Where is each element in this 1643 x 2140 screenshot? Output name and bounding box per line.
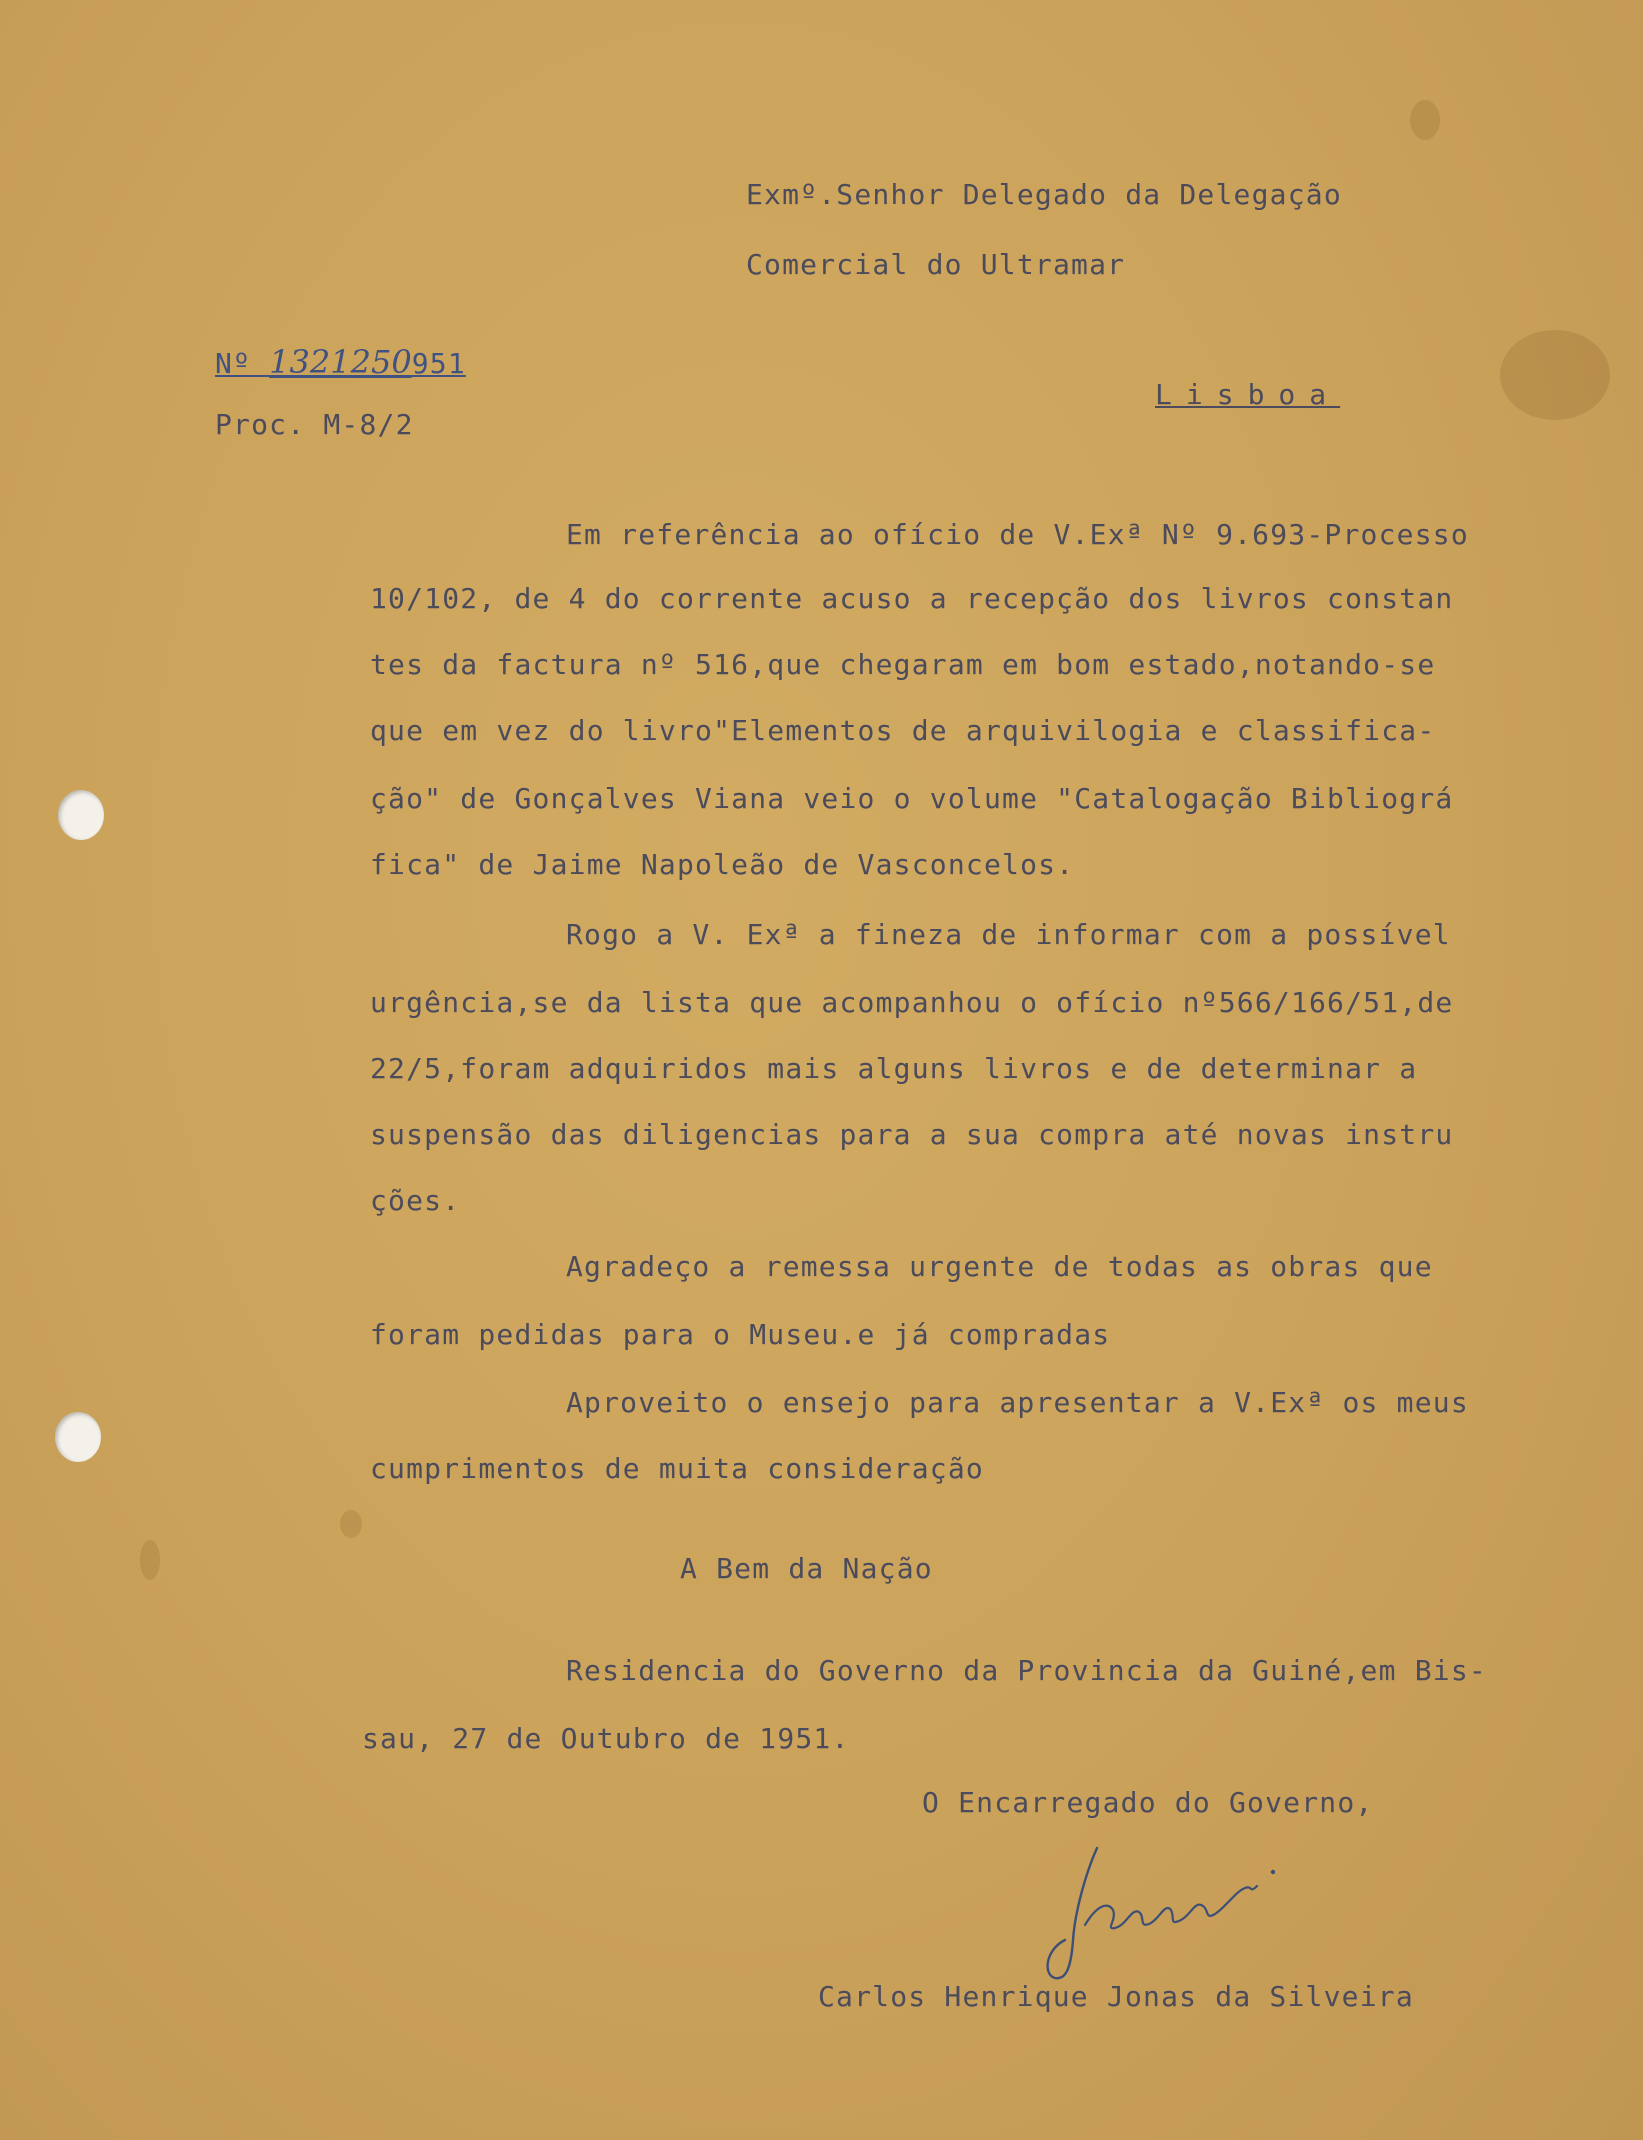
p1-line-1: Em referência ao ofício de V.Exª Nº 9.693-Processo (566, 518, 1469, 551)
salutation: A Bem da Nação (680, 1552, 933, 1585)
punch-hole (55, 1412, 101, 1462)
addressee-line-2: Comercial do Ultramar (746, 248, 1126, 281)
p3-line-1: Agradeço a remessa urgente de todas as obras que (566, 1250, 1433, 1283)
p2-line-4: suspensão das diligencias para a sua compra até novas instru (370, 1118, 1454, 1151)
punch-hole (58, 790, 104, 840)
city: Lisboa (1155, 378, 1341, 411)
signer-name: Carlos Henrique Jonas da Silveira (818, 1980, 1414, 2013)
p3-line-2: foram pedidas para o Museu.e já compradas (370, 1318, 1111, 1351)
process-number: Proc. M-8/2 (215, 408, 414, 441)
p2-line-2: urgência,se da lista que acompanhou o ofício nº566/166/51,de (370, 986, 1454, 1019)
p1-line-3: tes da factura nº 516,que chegaram em bom estado,notando-se (370, 648, 1436, 681)
p4-line-1: Aproveito o ensejo para apresentar a V.Exª os meus (566, 1386, 1469, 1419)
p1-line-5: ção" de Gonçalves Viana veio o volume "Catalogação Bibliográ (370, 782, 1454, 815)
p1-line-4: que em vez do livro"Elementos de arquivilogia e classifica- (370, 714, 1436, 747)
p2-line-5: ções. (370, 1184, 461, 1217)
addressee-line-1: Exmº.Senhor Delegado da Delegação (746, 178, 1342, 211)
place-date-line-1: Residencia do Governo da Provincia da Guiné,em Bis- (566, 1654, 1487, 1687)
p1-line-2: 10/102, de 4 do corrente acuso a recepção dos livros constan (370, 582, 1454, 615)
reference-suffix: 951 (411, 347, 466, 380)
stain (1410, 100, 1440, 140)
stain (1500, 330, 1610, 420)
signer-title: O Encarregado do Governo, (922, 1786, 1374, 1819)
p1-line-6: fica" de Jaime Napoleão de Vasconcelos. (370, 848, 1075, 881)
reference-prefix: Nº (215, 347, 270, 380)
p4-line-2: cumprimentos de muita consideração (370, 1452, 984, 1485)
stain (340, 1510, 362, 1538)
handwritten-signature (1035, 1830, 1305, 2000)
p2-line-1: Rogo a V. Exª a fineza de informar com a possível (566, 918, 1451, 951)
reference-handwritten: 1321250 (269, 343, 412, 381)
stain (140, 1540, 160, 1580)
reference-number (215, 343, 466, 381)
p2-line-3: 22/5,foram adquiridos mais alguns livros e de determinar a (370, 1052, 1418, 1085)
place-date-line-2: sau, 27 de Outubro de 1951. (362, 1722, 850, 1755)
